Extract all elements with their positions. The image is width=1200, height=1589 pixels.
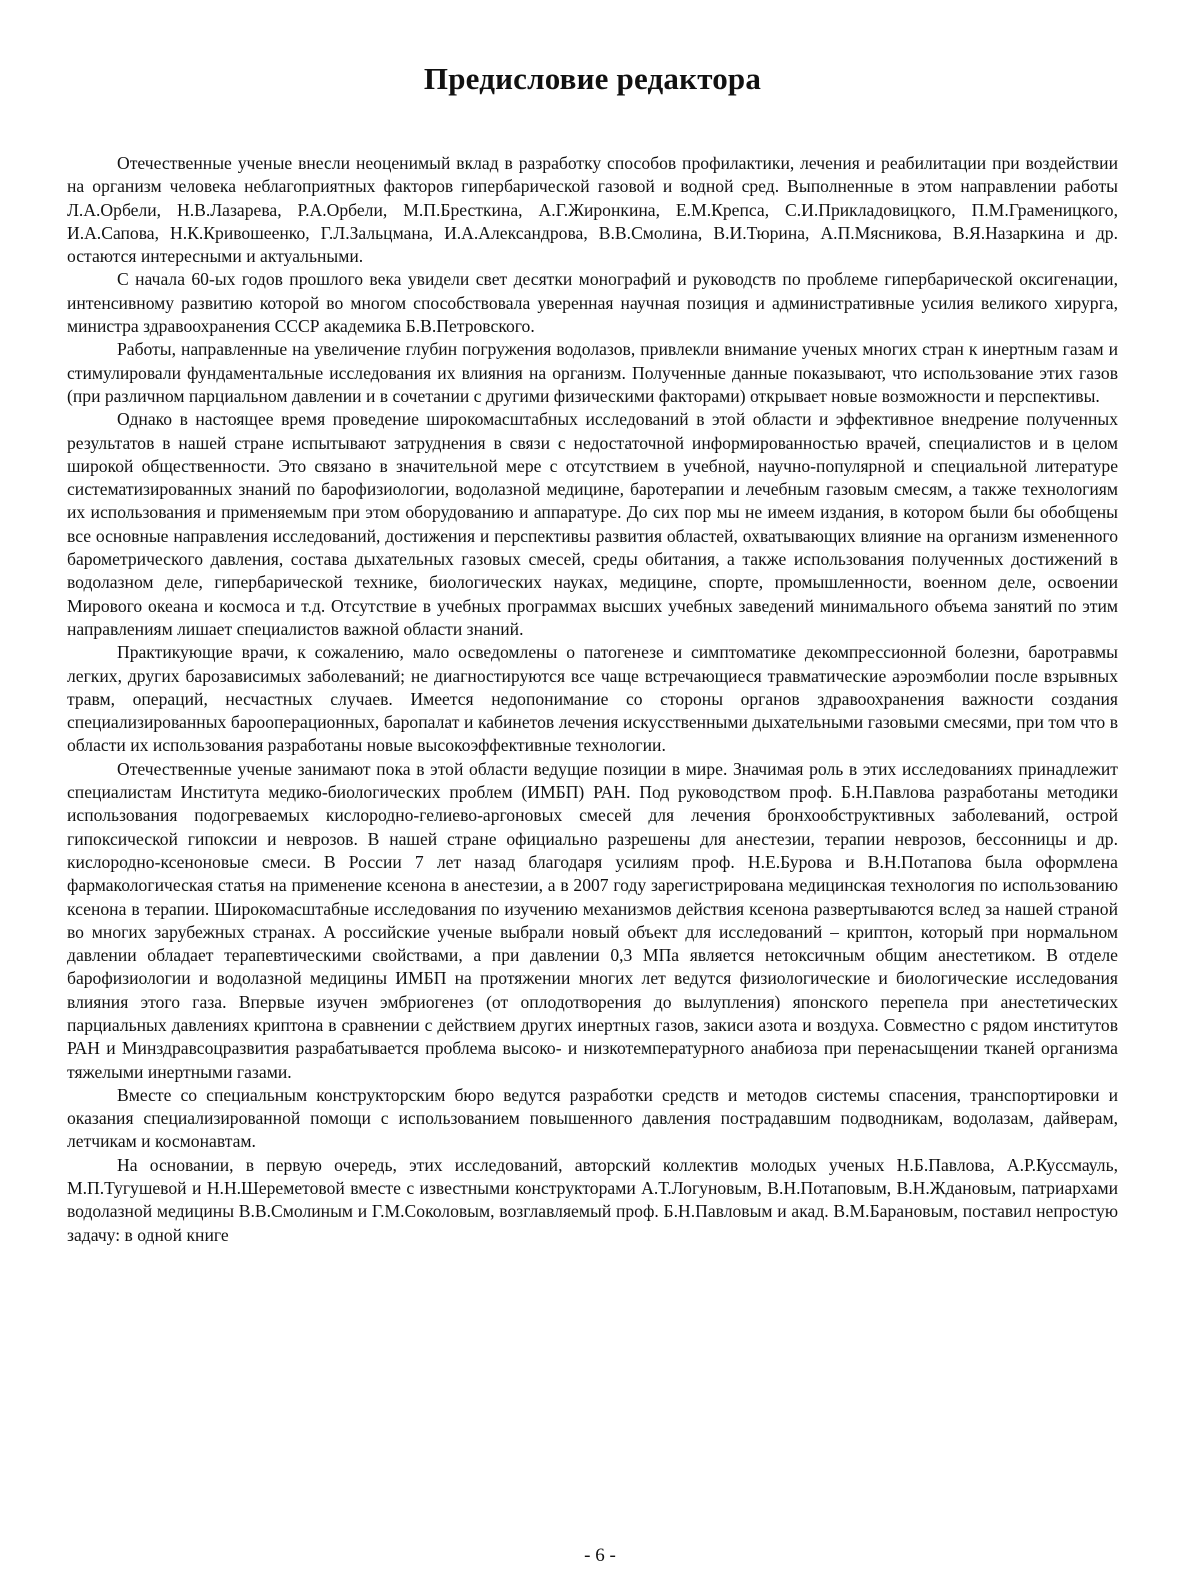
paragraph: Однако в настоящее время проведение широкомасштабных исследований в этой области и эффективное внедрение полученных результатов в нашей стране испытывают затруднения в связи с недостаточной информированностью врачей, специалистов и в целом широкой общественности. Это связано в значительной мере с отсутствием в учебной, научно-популярной и специальной литературе систематизированных знаний по барофизиологии, водолазной медицине, баротерапии и лечебным газовым смесям, а также технологиям их использования и применяемым при этом оборудованию и аппаратуре. До сих пор мы не имеем издания, в котором были бы обобщены все основные направления исследований, достижения и перспективы развития областей, охватывающих влияние на организм измененного барометрического давления, состава дыхательных газовых смесей, среды обитания, а также использования полученных достижений в водолазном деле, гипербарической технике, биологических науках, медицине, спорте, промышленности, военном деле, освоении Мирового океана и космоса и т.д. Отсутствие в учебных программах высших учебных заведений минимального объема занятий по этим направлениям лишает специалистов важной области знаний. <box>67 409 1118 639</box>
document-body <box>67 152 1118 1247</box>
paragraph: Вместе со специальным конструкторским бюро ведутся разработки средств и методов системы спасения, транспортировки и оказания специализированной помощи с использованием повышенного давления пострадавшим подводникам, водолазам, дайверам, летчикам и космонавтам. <box>67 1084 1118 1152</box>
page-title: Предисловие редактора <box>423 61 762 96</box>
paragraph: Отечественные ученые внесли неоценимый вклад в разработку способов профилактики, лечения и реабилитации при воздействии на организм человека неблагоприятных факторов гипербарической газовой и водной сред. Выполненные в этом направлении работы Л.А.Орбели, Н.В.Лазарева, Р.А.Орбели, М.П.Бресткина, А.Г.Жиронкина, Е.М.Крепса, С.И.Прикладовицкого, П.М.Граменицкого, И.А.Сапова, Н.К.Кривошеенко, Г.Л.Зальцмана, И.А.Александрова, В.В.Смолина, В.И.Тюрина, А.П.Мясникова, В.Я.Назаркина и др. остаются интересными и актуальными. <box>67 153 1118 267</box>
paragraph: На основании, в первую очередь, этих исследований, авторский коллектив молодых ученых Н.Б.Павлова, А.Р.Куссмауль, М.П.Тугушевой и Н.Н.Шереметовой вместе с известными конструкторами А.Т.Логуновым, В.Н.Потаповым, В.Н.Ждановым, патриархами водолазной медицины В.В.Смолиным и Г.М.Соколовым, возглавляемый проф. Б.Н.Павловым и акад. В.М.Барановым, поставил непростую задачу: в одной книге <box>67 1154 1118 1245</box>
paragraph: Отечественные ученые занимают пока в этой области ведущие позиции в мире. Значимая роль в этих исследованиях принадлежит специалистам Института медико-биологических проблем (ИМБП) РАН. Под руководством проф. Б.Н.Павлова разработаны методики использования подогреваемых кислородно-гелиево-аргоновых смесей для лечения бронхообструктивных заболеваний, острой гипоксической гипоксии и неврозов. В нашей стране официально разрешены для анестезии, терапии неврозов, бессонницы и др. кислородно-ксеноновые смеси. В России 7 лет назад благодаря усилиям проф. Н.Е.Бурова и В.Н.Потапова была оформлена фармакологическая статья на применение ксенона в анестезии, а в 2007 году зарегистрирована медицинская технология по использованию ксенона в терапии. Широкомасштабные исследования по изучению механизмов действия ксенона развертываются вслед за нашей страной во многих зарубежных странах. А российские ученые выбрали новый объект для исследований – криптон, который при нормальном давлении обладает терапевтическими свойствами, а при давлении 0,3 МПа является нетоксичным общим анестетиком. В отделе барофизиологии и водолазной медицины ИМБП на протяжении многих лет ведутся физиологические и биологические исследования влияния этого газа. Впервые изучен эмбриогенез (от оплодотворения до вылупления) японского перепела при анестетических парциальных давлениях криптона в сравнении с действием других инертных газов, закиси азота и воздуха. Совместно с рядом институтов РАН и Минздравсоцразвития разрабатывается проблема высоко- и низкотемпературного анабиоза при перенасыщении тканей организма тяжелыми инертными газами. <box>67 758 1118 1082</box>
page-number: - 6 - <box>584 1545 616 1566</box>
paragraph: Практикующие врачи, к сожалению, мало осведомлены о патогенезе и симптоматике декомпрессионной болезни, баротравмы легких, других барозависимых заболеваний; не диагностируются все чаще встречающиеся травматические аэроэмболии после взрывных травм, операций, несчастных случаев. Имеется недопонимание со стороны органов здравоохранения важности создания специализированных барооперационных, баропалат и кабинетов лечения искусственными дыхательными газовыми смесями, при том что в области их использования разработаны новые высокоэффективные технологии. <box>67 642 1118 756</box>
paragraph: Работы, направленные на увеличение глубин погружения водолазов, привлекли внимание ученых многих стран к инертным газам и стимулировали фундаментальные исследования их влияния на организм. Полученные данные показывают, что использование этих газов (при различном парциальном давлении и в сочетании с другими физическими факторами) открывает новые возможности и перспективы. <box>67 339 1118 406</box>
paragraph: С начала 60-ых годов прошлого века увидели свет десятки монографий и руководств по проблеме гипербарической оксигенации, интенсивному развитию которой во многом способствовала уверенная научная позиция и административные усилия великого хирурга, министра здравоохранения СССР академика Б.В.Петровского. <box>67 269 1118 337</box>
